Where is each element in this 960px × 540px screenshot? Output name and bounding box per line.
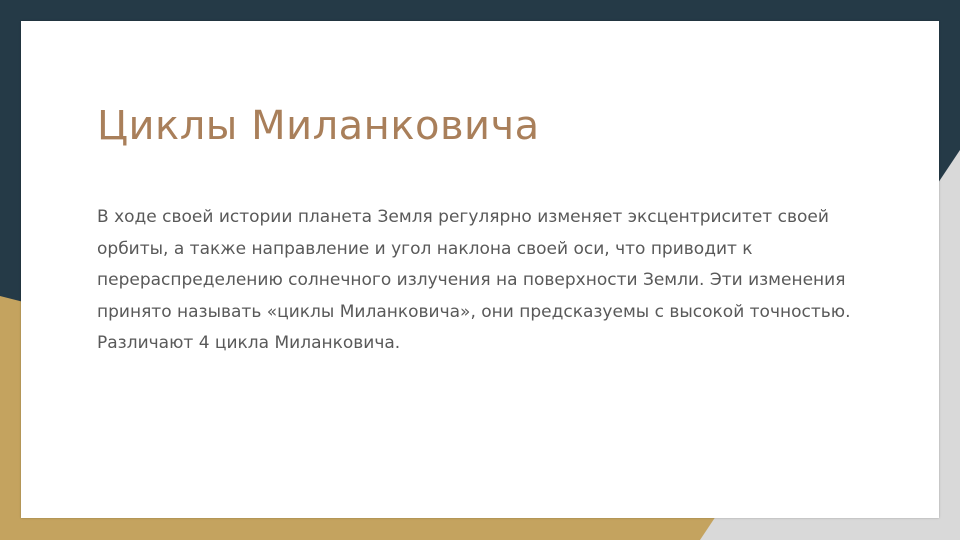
slide-body-text: В ходе своей истории планета Земля регулярно изменяет эксцентриситет своей орбиты, а также направление и угол наклона своей оси, что приводит к перераспределению солнечного излучения на поверхности Земли. Эти изменения принято называть «циклы Миланковича», они предсказуемы с высокой точностью. Различают 4 цикла Миланковича. [97,207,851,353]
slide-title: Циклы Миланковича [97,103,540,149]
